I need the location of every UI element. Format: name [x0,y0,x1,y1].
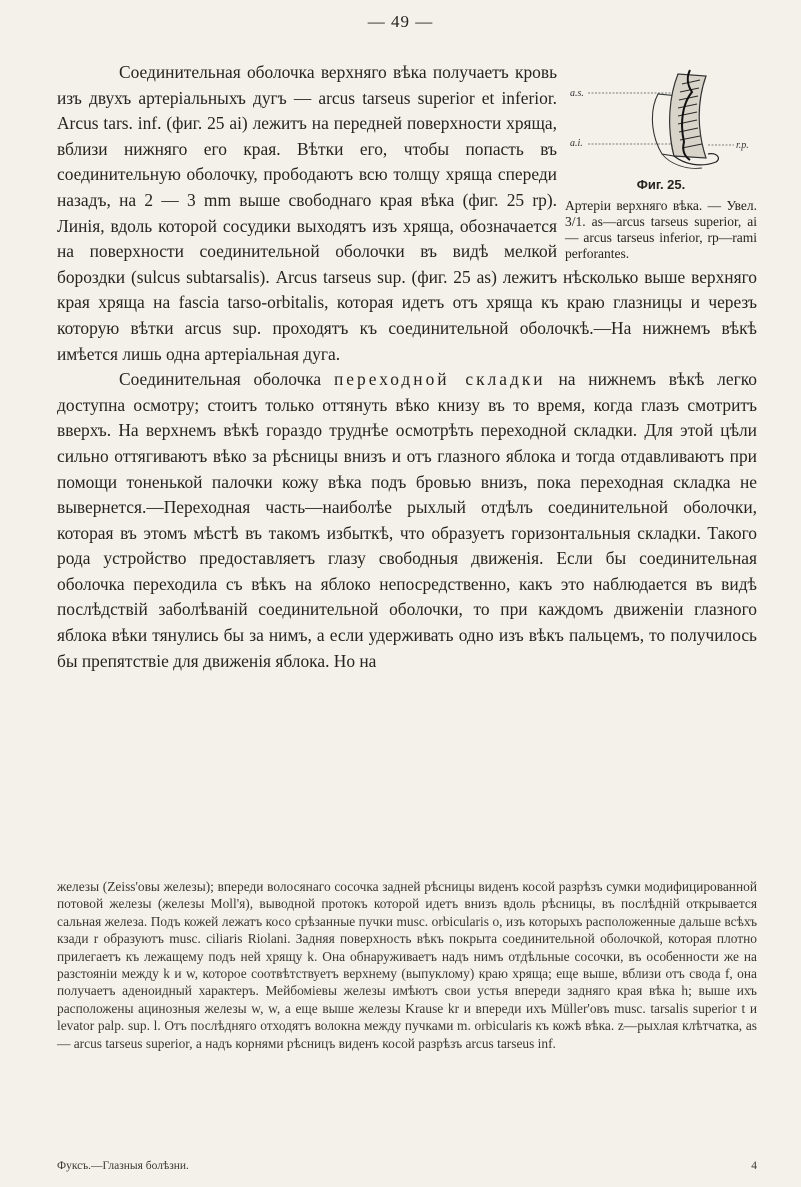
term-transitional-fold: переходной складки [333,369,546,390]
label-as: a.s. [570,88,584,99]
eyelid-arteries-illustration [566,64,756,172]
paragraph-2-rest: на нижнемъ вѣкѣ легко доступна осмотру; стоитъ только оттянуть вѣко книзу въ то время, когда глазъ смотритъ вверхъ. На верхнемъ вѣкѣ гораздо труднѣе осмотрѣть переходной складки. Для этой цѣли сильно оттягиваютъ вѣко за рѣсницы внизъ и отъ глазного яблока и тогда отдавливаютъ при помощи тоненькой палочки кожу вѣка подъ бровью внизъ, пока переходная складка не вывернется.—Переходная часть—наиболѣе рыхлый отдѣлъ соединительной оболочки, которая въ этомъ мѣстѣ въ такомъ избыткѣ, что образуетъ горизонтальныя складки. Такого рода устройство предоставляетъ глазу свободныя движенія. Если бы соединительная оболочка переходила съ вѣкъ на яблоко непосредственно, какъ это наблюдается въ видѣ послѣдствій заболѣваній соединительной оболочки, то при каждомъ движеніи глазного яблока вѣки тянулись бы за нимъ, а если удерживать одно изъ вѣкъ пальцемъ, то получилось бы препятствіе для движенія яблока. Но на [57,369,757,671]
page-footer [57,1160,757,1172]
paragraph-2-start: Соединительная оболочка [119,369,322,390]
paragraph-1: Соединительная оболочка верхняго вѣка получаетъ кровь изъ двухъ артеріальныхъ дугъ — arcus tarseus superior et inferior. Arcus tars. inf. (фиг. 25 ai) лежитъ на передней поверхности хряща, вблизи нижняго его края. Вѣтки его, чтобы попасть въ соединительную оболочку, прободаютъ всю толщу хряща спереди назадъ, на 2 — 3 mm выше свободнаго края вѣка (фиг. 25 rp). Линія, вдоль которой сосудики выходятъ изъ хряща, обозначается на поверхности соединительной оболочки въ видѣ мелкой бороздки (sulcus subtarsalis). Arcus tarseus sup. (фиг. 25 as) лежитъ нѣсколько выше верхняго края хряща на fascia tarso-orbitalis, которая идетъ отъ хряща къ краю глазницы и черезъ которую вѣтки arcus sup. проходятъ къ соединительной оболочкѣ.—На нижнемъ вѣкѣ имѣется лишь одна артеріальная дуга. [57,62,757,364]
footer-book-title: Фуксъ.—Глазныя болѣзни. [57,1160,189,1172]
page-number: — 49 — [367,12,434,31]
figure-caption: Артеріи верхняго вѣка. — Увел. 3/1. as—arcus tarseus superior, ai — arcus tarseus inferior, rp—rami perforantes. [565,197,757,261]
figure-title: Фиг. 25. [636,177,686,192]
label-rp: r.p. [736,140,749,151]
footnote [57,878,757,1052]
main-text [57,60,757,674]
paragraph-2 [57,367,757,674]
footer-signature: 4 [751,1160,757,1172]
label-ai: a.i. [570,138,583,149]
figure-25 [565,60,757,262]
footnote-text: железы (Zeiss'овы железы); впереди волосянаго сосочка задней рѣсницы виденъ косой разрѣзъ сумки модифицированной потовой железы (железы Moll'я), выводной протокъ которой идетъ внизъ вдоль рѣсницы, въ послѣднiй открывается сальная железа. Подъ кожей лежатъ косо срѣзанные пучки musc. orbicularis o, изъ которыхъ расположенные дальше всѣхъ кзади r образуютъ musc. ciliaris Riolani. Задняя поверхность вѣкъ покрыта соединительной оболочкой, которая плотно прилегаетъ къ лежащему подъ ней хрящу k. Она обнаруживаетъ надъ нимъ отдѣльные сосочки, въ особенности же на разстояніи между k и w, которое соотвѣтствуетъ верхнему (выпуклому) краю хряща; еще выше, вблизи отъ свода f, она получаетъ аденоидный характеръ. Мейбоміевы железы имѣютъ свои устья впереди задняго края вѣка h; выше ихъ расположены ацинозныя железы w, w, а еще выше железы Krause kr и впереди ихъ Müller'овъ musc. tarsalis superior t и levator palp. sup. l. Отъ послѣдняго отходятъ волокна между пучками m. orbicularis къ кожѣ вѣка. z—рыхлая клѣтчатка, as — arcus tarseus superior, а надъ корнями рѣсницъ виденъ косой разрѣзъ arcus tarseus inf. [57,879,757,1051]
